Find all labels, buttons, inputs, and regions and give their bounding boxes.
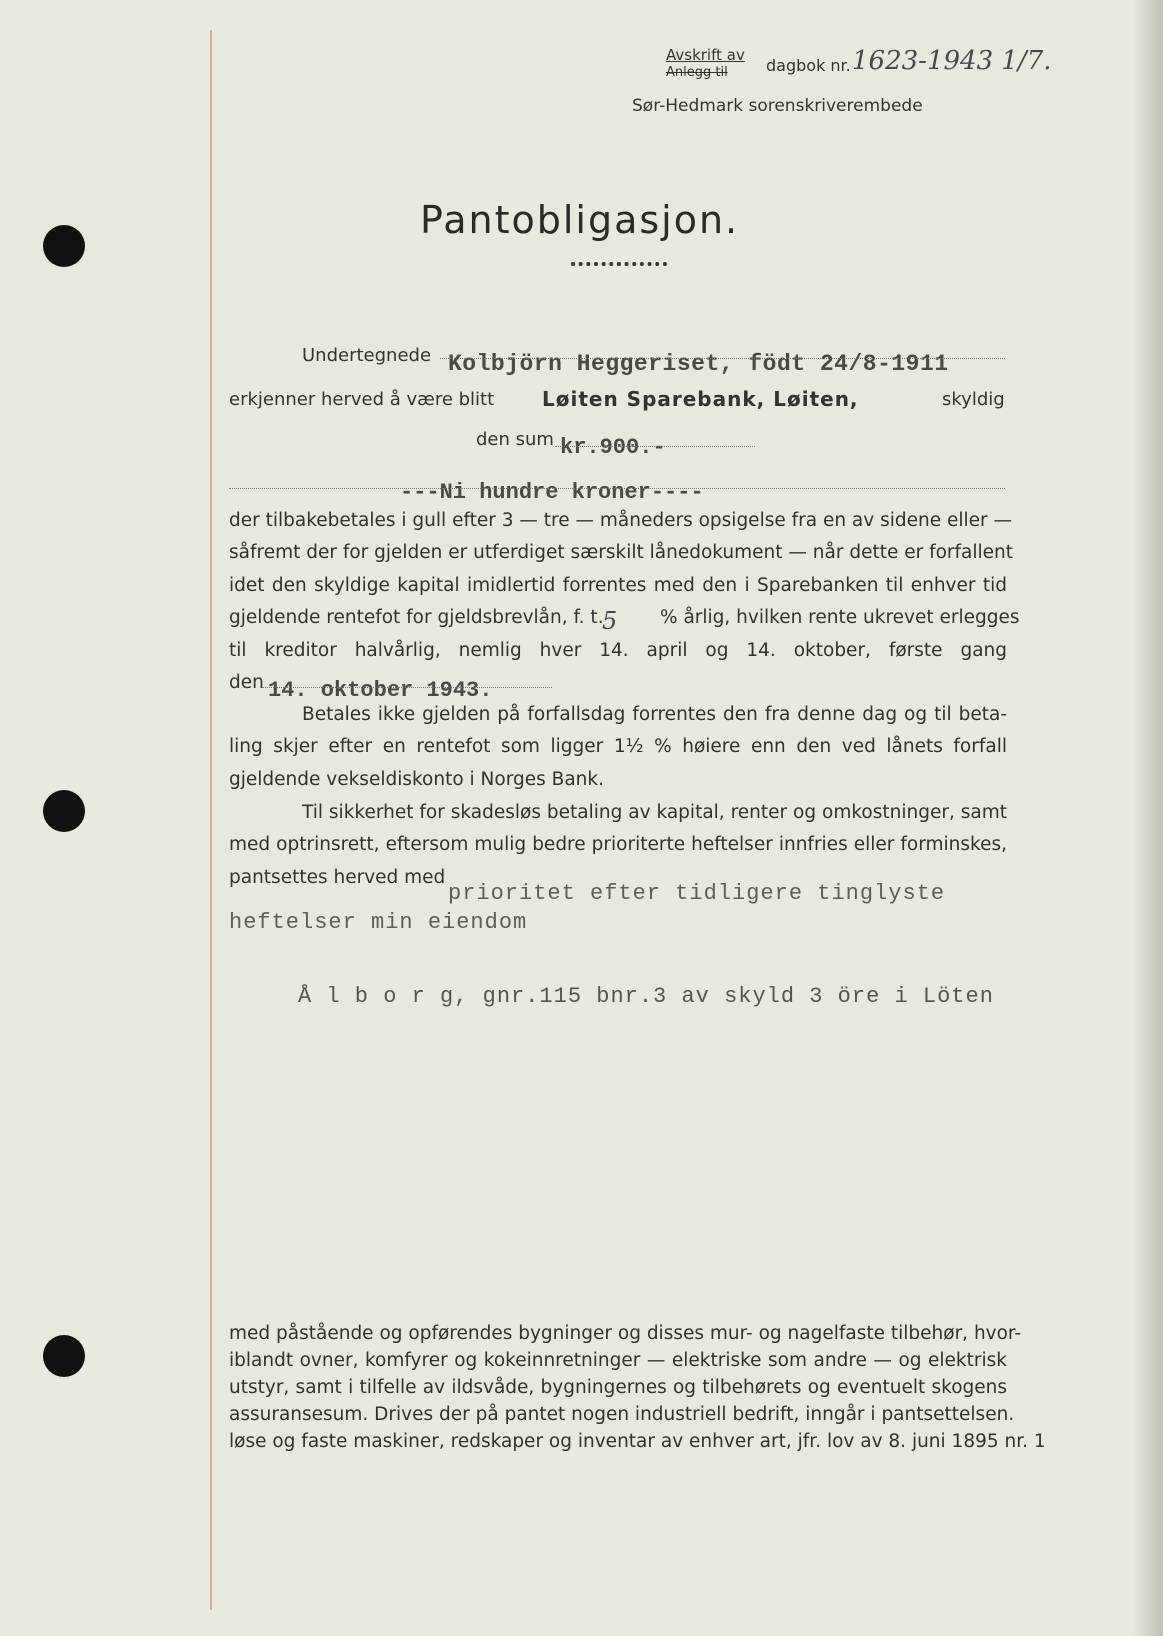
first-payment-date: 14. oktober 1943. bbox=[268, 678, 493, 703]
property-description: Å l b o r g, gnr.115 bnr.3 av skyld 3 öre i Löten bbox=[298, 984, 994, 1009]
body-line-kreditor: til kreditor halvårlig, nemlig hver 14. april og 14. oktober, første gang bbox=[229, 640, 1007, 661]
document-title: Pantobligasjon. bbox=[420, 198, 740, 242]
page-edge-shadow bbox=[1133, 0, 1163, 1636]
pantsettes-typed-line-2: heftelser min eiendom bbox=[229, 910, 528, 935]
punch-hole-top bbox=[43, 225, 85, 267]
body-line-optrinsrett: med optrinsrett, eftersom mulig bedre prioriterte heftelser innfries eller forminskes, bbox=[229, 834, 1007, 855]
interest-rate-handwritten: 5 bbox=[602, 607, 618, 635]
punch-hole-bottom bbox=[43, 1335, 85, 1377]
sum-words-dotline bbox=[229, 488, 1005, 489]
stamp-struck-text: Anlegg til bbox=[666, 65, 728, 80]
body-line-betales: Betales ikke gjelden på forfallsdag forrentes den fra denne dag og til beta- bbox=[302, 704, 1007, 725]
stamp-avskrift: Avskrift av bbox=[666, 46, 745, 64]
undertegnede-dotline bbox=[440, 358, 1005, 359]
sum-dotline bbox=[555, 446, 755, 447]
footer-line-1: med påstående og opførendes bygninger og disses mur- og nagelfaste tilbehør, hvor- bbox=[229, 1323, 1022, 1344]
dagbok-number-handwritten: 1623-1943 1/7. bbox=[852, 46, 1052, 76]
sum-label: den sum bbox=[476, 429, 554, 450]
body-line-2: såfremt der for gjelden er utferdiget særskilt lånedokument — når dette er forfallent bbox=[229, 542, 1014, 563]
bank-name: Løiten Sparebank, Løiten, bbox=[542, 387, 859, 411]
first-payment-label: den bbox=[229, 672, 264, 693]
body-line-1: der tilbakebetales i gull efter 3 — tre — måneders opsigelse fra en av sidene eller — bbox=[229, 510, 1013, 531]
footer-line-2: iblandt ovner, komfyrer og kokeinnretninger — elektriske som andre — og elektrisk bbox=[229, 1350, 1007, 1371]
body-line-norges-bank: gjeldende vekseldiskonto i Norges Bank. bbox=[229, 769, 604, 790]
body-line-rentefot: ling skjer efter en rentefot som ligger 1½ % høiere enn den ved lånets forfall bbox=[229, 736, 1007, 757]
body-line-3: idet den skyldige kapital imidlertid forrentes med den i Sparebanken til enhver tid bbox=[229, 575, 1007, 596]
body-line-sikkerhet: Til sikkerhet for skadesløs betaling av kapital, renter og omkostninger, samt bbox=[302, 802, 1007, 823]
erkjenner-text: erkjenner herved å være blitt bbox=[229, 389, 495, 410]
pantsettes-typed-line-1: prioritet efter tidligere tinglyste bbox=[448, 881, 946, 906]
punch-hole-middle bbox=[43, 790, 85, 832]
margin-rule bbox=[210, 30, 212, 1610]
footer-line-4: assuransesum. Drives der på pantet nogen industriell bedrift, inngår i pantsettelsen. bbox=[229, 1404, 1015, 1425]
undertegnede-value: Kolbjörn Heggeriset, födt 24/8-1911 bbox=[448, 351, 949, 377]
rate-line-after: % årlig, hvilken rente ukrevet erlegges bbox=[660, 607, 1020, 628]
skyldig-text: skyldig bbox=[942, 389, 1005, 410]
sum-value: kr.900.- bbox=[560, 435, 666, 460]
title-ornament bbox=[571, 262, 667, 266]
stamp-office: Sør-Hedmark sorenskriverembede bbox=[632, 96, 923, 116]
stamp-dagbok-label: dagbok nr. bbox=[766, 56, 851, 75]
undertegnede-label: Undertegnede bbox=[302, 345, 432, 366]
footer-line-3: utstyr, samt i tilfelle av ildsvåde, bygningernes og tilbehørets og eventuelt skogens bbox=[229, 1377, 1007, 1398]
pantsettes-label: pantsettes herved med bbox=[229, 867, 446, 888]
first-payment-dotline bbox=[262, 687, 552, 688]
footer-line-5: løse og faste maskiner, redskaper og inventar av enhver art, jfr. lov av 8. juni 1895 nr. 1 bbox=[229, 1431, 1046, 1452]
rate-line-before: gjeldende rentefot for gjeldsbrevlån, f. t. bbox=[229, 607, 604, 628]
sum-in-words: ---Ni hundre kroner---- bbox=[400, 480, 704, 505]
